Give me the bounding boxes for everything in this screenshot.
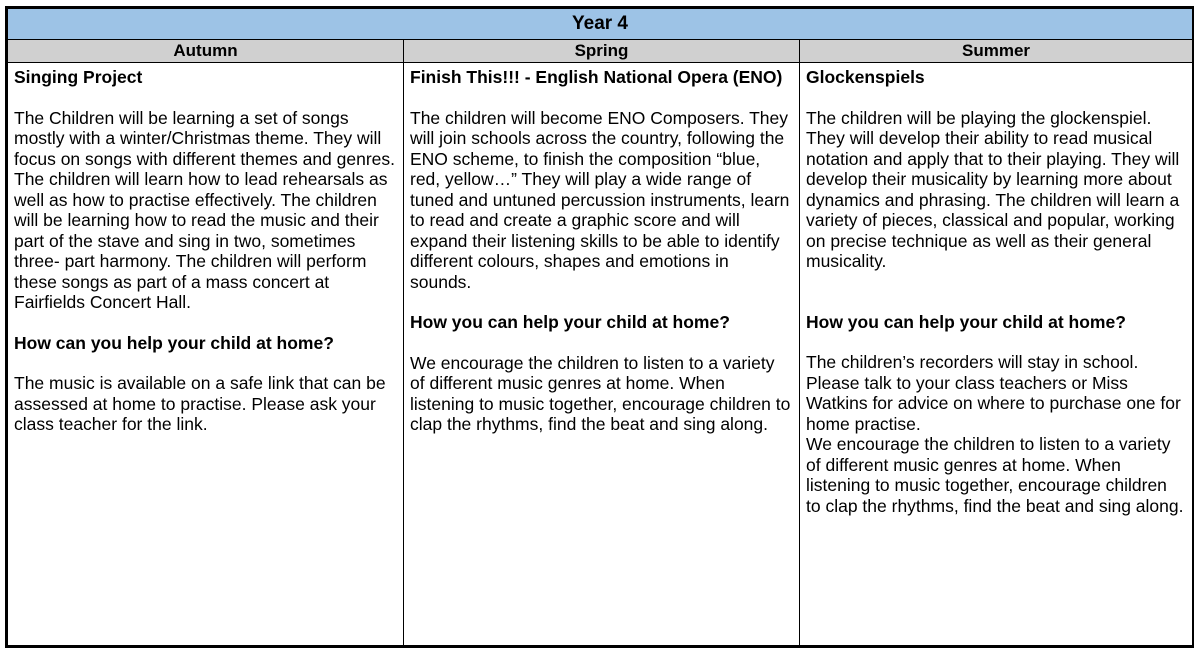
- season-header-spring: Spring: [404, 40, 800, 63]
- autumn-cell: [8, 63, 404, 646]
- spring-cell: [404, 63, 800, 646]
- summer-help-heading: How you can help your child at home?: [806, 311, 1126, 332]
- summer-help-text-2: We encourage the children to listen to a variety of different music genres at home. When listening to music together, encourage children to clap the rhythms, find the beat and sing along.: [806, 434, 1184, 516]
- spring-project-heading: Finish This!!! - English National Opera (ENO): [410, 67, 783, 87]
- summer-help-text: The children’s recorders will stay in school. Please talk to your class teachers or Miss Watkins for advice on where to purchase one for home practise.: [806, 352, 1181, 434]
- curriculum-table-frame: [5, 6, 1194, 648]
- year-title: Year 4: [8, 9, 1193, 40]
- spring-help-text: We encourage the children to listen to a variety of different music genres at home. When listening to music together, encourage children to clap the rhythms, find the beat and sing along.: [410, 352, 791, 434]
- season-header-summer: Summer: [800, 40, 1193, 63]
- autumn-help-text: The music is available on a safe link that can be assessed at home to practise. Please ask your class teacher for the link.: [14, 373, 386, 434]
- summer-description: The children will be playing the glockenspiel. They will develop their ability to read musical notation and apply that to their playing. They will develop their musicality by learning more about dynamics and phrasing. The children will learn a variety of pieces, classical and popular, working on precise technique as well as their general musicality.: [806, 107, 1180, 271]
- spring-description: The children will become ENO Composers. They will join schools across the country, following the ENO scheme, to finish the composition “blue, red, yellow…” They will play a wide range of tuned and untuned percussion instruments, learn to read and create a graphic score and will expand their listening skills to be able to identify different colours, shapes and emotions in sounds.: [410, 107, 790, 292]
- autumn-help-heading: How can you help your child at home?: [14, 332, 334, 353]
- summer-project-heading: Glockenspiels: [806, 67, 925, 87]
- summer-cell: [800, 63, 1193, 646]
- curriculum-table: [7, 8, 1193, 646]
- autumn-project-heading: Singing Project: [14, 67, 143, 87]
- season-header-autumn: Autumn: [8, 40, 404, 63]
- spring-help-heading: How you can help your child at home?: [410, 312, 730, 332]
- autumn-description: The Children will be learning a set of songs mostly with a winter/Christmas theme. They will focus on songs with different themes and genres. The children will learn how to lead rehearsals as well as how to practise effectively. The children will be learning how to read the music and their part of the stave and sing in two, sometimes three- part harmony. The children will perform these songs as part of a mass concert at Fairfields Concert Hall.: [14, 107, 396, 312]
